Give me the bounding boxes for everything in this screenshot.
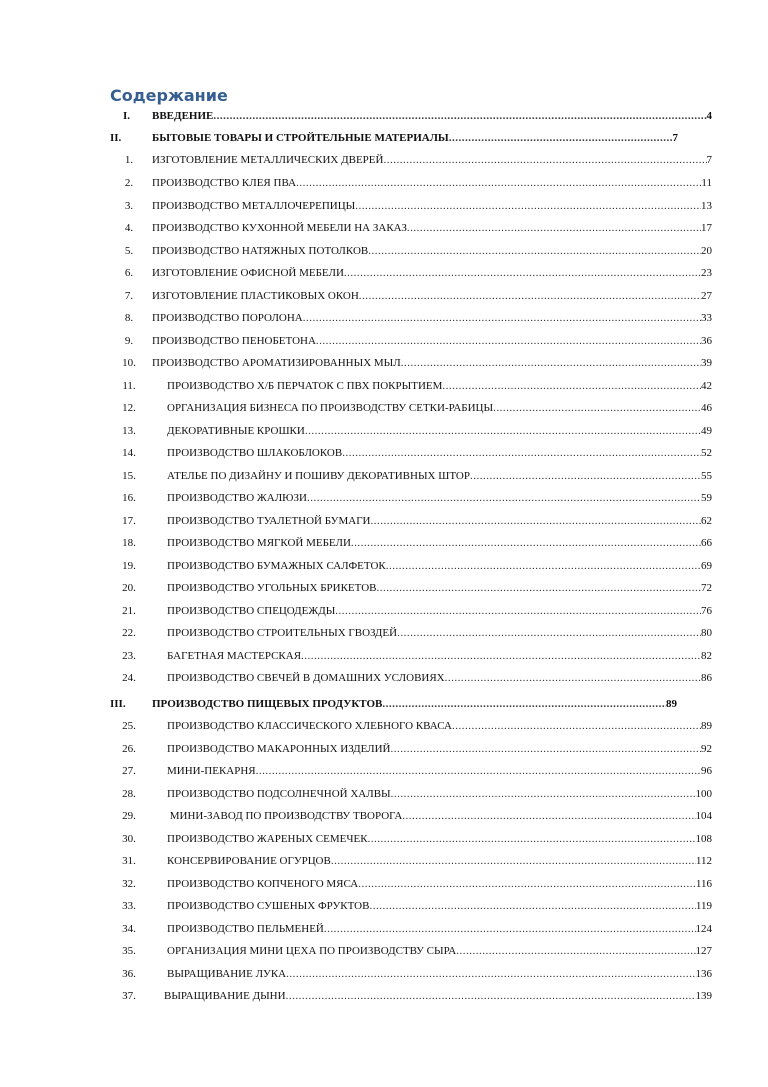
toc-entry-line (167, 876, 712, 892)
toc-dot-leader (256, 763, 701, 779)
toc-entry-number: 23. (122, 650, 136, 662)
toc-dot-leader (301, 648, 701, 664)
toc-entry-line (167, 853, 712, 869)
toc-entry-number: 4. (124, 222, 134, 234)
toc-entry-page-number: 36 (701, 335, 712, 347)
toc-entry-page-number: 92 (701, 743, 712, 755)
toc-entry-page-number: 124 (695, 923, 712, 935)
toc-dot-leader (470, 468, 701, 484)
toc-entry-page-number: 82 (701, 650, 712, 662)
toc-dot-leader (324, 921, 696, 937)
toc-entry-page-number: 55 (701, 470, 712, 482)
toc-entry-line (167, 400, 712, 416)
toc-entry-number: 9. (124, 335, 134, 347)
toc-entry[interactable] (0, 648, 768, 664)
toc-entry-page-number: 52 (701, 447, 712, 459)
toc-entry-line (152, 130, 678, 146)
toc-entry-line (152, 243, 712, 259)
toc-entry-title: КОНСЕРВИРОВАНИЕ ОГУРЦОВ (167, 855, 331, 867)
toc-entry-page-number: 62 (701, 515, 712, 527)
toc-entry[interactable] (0, 175, 768, 191)
toc-entry-number: 21. (122, 605, 136, 617)
toc-entry-number: 29. (122, 810, 136, 822)
toc-entry-page-number: 86 (701, 672, 712, 684)
toc-entry-line (167, 625, 712, 641)
toc-entry[interactable] (0, 400, 768, 416)
toc-entry[interactable] (0, 445, 768, 461)
toc-entry-line (152, 288, 712, 304)
toc-entry-title: ПРОИЗВОДСТВО КОПЧЕНОГО МЯСА (167, 878, 359, 890)
toc-entry-number: I. (123, 110, 131, 122)
toc-entry[interactable] (0, 468, 768, 484)
toc-entry-title: ДЕКОРАТИВНЫЕ КРОШКИ (167, 425, 305, 437)
toc-dot-leader (449, 130, 673, 146)
toc-entry-number: 28. (122, 788, 136, 800)
toc-entry-title: ПРОИЗВОДСТВО ШЛАКОБЛОКОВ (167, 447, 343, 459)
toc-entry[interactable] (0, 108, 768, 124)
toc-entry-number: 34. (122, 923, 136, 935)
toc-dot-leader (359, 288, 701, 304)
toc-dot-leader (316, 333, 701, 349)
toc-dot-leader (452, 718, 701, 734)
toc-entry-line (167, 898, 712, 914)
toc-entry-line (152, 696, 677, 712)
toc-entry-number: 15. (122, 470, 136, 482)
toc-entry-title: ПРОИЗВОДСТВО МЕТАЛЛОЧЕРЕПИЦЫ (152, 200, 356, 212)
toc-entry-title: ПРОИЗВОДСТВО КЛЕЯ ПВА (152, 177, 297, 189)
toc-entry-line (164, 988, 712, 1004)
toc-entry-title: ИЗГОТОВЛЕНИЕ ОФИСНОЙ МЕБЕЛИ (152, 267, 344, 279)
toc-dot-leader (368, 831, 696, 847)
toc-dot-leader (391, 741, 701, 757)
toc-entry-line (152, 220, 712, 236)
toc-dot-leader (386, 558, 701, 574)
toc-entry-line (167, 670, 712, 686)
toc-entry-title: ОРГАНИЗАЦИЯ МИНИ ЦЕХА ПО ПРОИЗВОДСТВУ СЫРА (167, 945, 457, 957)
toc-entry[interactable] (0, 535, 768, 551)
toc-entry-title: ПРОИЗВОДСТВО МАКАРОННЫХ ИЗДЕЛИЙ (167, 743, 391, 755)
toc-dot-leader (286, 988, 696, 1004)
toc-dot-leader (342, 445, 701, 461)
toc-dot-leader (382, 696, 666, 712)
toc-entry[interactable] (0, 808, 768, 824)
toc-dot-leader (351, 535, 701, 551)
toc-entry-line (167, 468, 712, 484)
toc-entry-page-number: 139 (695, 990, 712, 1002)
toc-entry-number: 10. (122, 357, 136, 369)
toc-dot-leader (368, 243, 701, 259)
toc-dot-leader (355, 198, 701, 214)
toc-entry-line (167, 763, 712, 779)
toc-entry-title: МИНИ-ПЕКАРНЯ (167, 765, 256, 777)
toc-entry-number: 3. (124, 200, 134, 212)
toc-entry-number: 8. (124, 312, 134, 324)
toc-entry-page-number: 104 (695, 810, 712, 822)
toc-entry[interactable] (0, 152, 768, 168)
toc-entry-line (167, 718, 712, 734)
toc-entry-number: 36. (122, 968, 136, 980)
toc-entry-line (152, 310, 712, 326)
toc-entry-title: ПРОИЗВОДСТВО ПИЩЕВЫХ ПРОДУКТОВ (152, 698, 383, 710)
toc-entry-page-number: 116 (695, 878, 712, 890)
toc-entry-title: БАГЕТНАЯ МАСТЕРСКАЯ (167, 650, 302, 662)
toc-entry[interactable] (0, 603, 768, 619)
toc-entry-title: ИЗГОТОВЛЕНИЕ ПЛАСТИКОВЫХ ОКОН (152, 290, 359, 302)
toc-entry[interactable] (0, 966, 768, 982)
toc-entry-number: 17. (122, 515, 136, 527)
toc-entry-title: ПРОИЗВОДСТВО НАТЯЖНЫХ ПОТОЛКОВ (152, 245, 369, 257)
toc-entry[interactable] (0, 786, 768, 802)
toc-entry-line (167, 921, 712, 937)
toc-entry[interactable] (0, 490, 768, 506)
toc-entry-number: 35. (122, 945, 136, 957)
toc-entry-page-number: 96 (701, 765, 712, 777)
toc-entry-line (167, 490, 712, 506)
toc-entry-title: ПРОИЗВОДСТВО УГОЛЬНЫХ БРИКЕТОВ (167, 582, 377, 594)
toc-entry-number: 27. (122, 765, 136, 777)
toc-dot-leader (213, 108, 706, 124)
toc-entry-title: ВЫРАЩИВАНИЕ ДЫНИ (164, 990, 286, 1002)
toc-dot-leader (296, 175, 701, 191)
toc-entry[interactable] (0, 265, 768, 281)
toc-entry-page-number: 17 (701, 222, 712, 234)
toc-entry-page-number: 7 (672, 132, 678, 144)
toc-entry-page-number: 100 (695, 788, 712, 800)
toc-dot-leader (344, 265, 701, 281)
toc-dot-leader (371, 513, 702, 529)
toc-entry-title: ВЫРАЩИВАНИЕ ЛУКА (167, 968, 287, 980)
toc-entry-title: ИЗГОТОВЛЕНИЕ МЕТАЛЛИЧЕСКИХ ДВЕРЕЙ (152, 154, 384, 166)
toc-entry-line (167, 445, 712, 461)
toc-entry-page-number: 72 (701, 582, 712, 594)
toc-entry-page-number: 33 (701, 312, 712, 324)
toc-entry-page-number: 76 (701, 605, 712, 617)
toc-entry-number: 37. (122, 990, 136, 1002)
toc-entry[interactable] (0, 670, 768, 686)
toc-entry-title: ПРОИЗВОДСТВО КЛАССИЧЕСКОГО ХЛЕБНОГО КВАСА (167, 720, 452, 732)
toc-entry-title: ПРОИЗВОДСТВО ПОДСОЛНЕЧНОЙ ХАЛВЫ (167, 788, 391, 800)
toc-entry-line (152, 175, 712, 191)
toc-entry-title: ПРОИЗВОДСТВО ТУАЛЕТНОЙ БУМАГИ (167, 515, 371, 527)
toc-entry[interactable] (0, 696, 768, 712)
toc-entry-line (167, 648, 712, 664)
toc-dot-leader (358, 876, 696, 892)
toc-entry-number: 32. (122, 878, 136, 890)
toc-entry-page-number: 127 (695, 945, 712, 957)
toc-entry-title: ПРОИЗВОДСТВО ПОРОЛОНА (152, 312, 303, 324)
toc-entry-page-number: 7 (706, 154, 712, 166)
toc-entry-page-number: 13 (701, 200, 712, 212)
toc-dot-leader (407, 220, 701, 236)
toc-entry-title: ПРОИЗВОДСТВО СУШЕНЫХ ФРУКТОВ (167, 900, 370, 912)
toc-entry-line (167, 966, 712, 982)
toc-entry[interactable] (0, 853, 768, 869)
toc-entry-page-number: 23 (701, 267, 712, 279)
toc-entry-line (152, 198, 712, 214)
toc-entry-line (167, 558, 712, 574)
toc-entry-number: 11. (122, 380, 136, 392)
toc-entry-number: 12. (122, 402, 136, 414)
toc-entry-line (167, 580, 712, 596)
toc-entry[interactable] (0, 355, 768, 371)
toc-entry-line (167, 741, 712, 757)
toc-entry[interactable] (0, 288, 768, 304)
toc-dot-leader (286, 966, 695, 982)
toc-entry-line (152, 333, 712, 349)
toc-entry-title: ПРОИЗВОДСТВО СВЕЧЕЙ В ДОМАШНИХ УСЛОВИЯХ (167, 672, 445, 684)
toc-entry-line (152, 108, 712, 124)
toc-entry-page-number: 39 (701, 357, 712, 369)
toc-entry[interactable] (0, 625, 768, 641)
toc-entry-number: 7. (124, 290, 134, 302)
toc-entry-number: 16. (122, 492, 136, 504)
toc-entry-title: ПРОИЗВОДСТВО ЖАРЕНЫХ СЕМЕЧЕК (167, 833, 368, 845)
toc-entry[interactable] (0, 423, 768, 439)
toc-entry-line (167, 831, 712, 847)
toc-entry-title: ПРОИЗВОДСТВО МЯГКОЙ МЕБЕЛИ (167, 537, 351, 549)
toc-entry-line (152, 152, 712, 168)
toc-entry[interactable] (0, 310, 768, 326)
toc-entry[interactable] (0, 198, 768, 214)
toc-entry-title: БЫТОВЫЕ ТОВАРЫ И СТРОЙТЕЛЬНЫЕ МАТЕРИАЛЫ (152, 132, 449, 144)
toc-entry-title: АТЕЛЬЕ ПО ДИЗАЙНУ И ПОШИВУ ДЕКОРАТИВНЫХ ШТОР (167, 470, 470, 482)
toc-entry-page-number: 108 (695, 833, 712, 845)
toc-entry-number: 14. (122, 447, 136, 459)
toc-entry-number: 26. (122, 743, 136, 755)
toc-entry-title: ОРГАНИЗАЦИЯ БИЗНЕСА ПО ПРОИЗВОДСТВУ СЕТКИ-РАБИЦЫ (167, 402, 494, 414)
toc-entry-number: 5. (124, 245, 134, 257)
toc-entry-line (167, 423, 712, 439)
toc-dot-leader (401, 355, 701, 371)
toc-entry-page-number: 136 (695, 968, 712, 980)
toc-entry-title: ПРОИЗВОДСТВО ЖАЛЮЗИ (167, 492, 307, 504)
toc-dot-leader (331, 853, 696, 869)
toc-entry-line (167, 786, 712, 802)
toc-entry-title: ВВЕДЕНИЕ (152, 110, 214, 122)
toc-entry[interactable] (0, 741, 768, 757)
toc-entry-page-number: 119 (695, 900, 712, 912)
toc-entry[interactable] (0, 378, 768, 394)
toc-entry-number: II. (110, 132, 122, 144)
toc-heading: Содержание (110, 86, 228, 105)
toc-entry[interactable] (0, 763, 768, 779)
toc-entry[interactable] (0, 921, 768, 937)
toc-dot-leader (383, 152, 706, 168)
toc-entry-title: ПРОИЗВОДСТВО СТРОИТЕЛЬНЫХ ГВОЗДЕЙ (167, 627, 398, 639)
toc-entry[interactable] (0, 580, 768, 596)
toc-entry-line (167, 378, 712, 394)
toc-dot-leader (307, 490, 701, 506)
toc-entry-title: ПРОИЗВОДСТВО АРОМАТИЗИРОВАННЫХ МЫЛ (152, 357, 401, 369)
toc-entry-page-number: 46 (701, 402, 712, 414)
toc-entry-line (152, 355, 712, 371)
toc-entry-page-number: 27 (701, 290, 712, 302)
toc-dot-leader (442, 378, 701, 394)
toc-entry-number: 33. (122, 900, 136, 912)
toc-entry-page-number: 69 (701, 560, 712, 572)
toc-entry-title: ПРОИЗВОДСТВО БУМАЖНЫХ САЛФЕТОК (167, 560, 386, 572)
toc-dot-leader (391, 786, 696, 802)
toc-dot-leader (456, 943, 695, 959)
toc-entry-number: 30. (122, 833, 136, 845)
toc-entry[interactable] (0, 943, 768, 959)
toc-dot-leader (493, 400, 701, 416)
toc-entry-number: 19. (122, 560, 136, 572)
toc-entry[interactable] (0, 718, 768, 734)
toc-entry[interactable] (0, 243, 768, 259)
toc-entry-title: ПРОИЗВОДСТВО ПЕНОБЕТОНА (152, 335, 316, 347)
toc-entry-page-number: 20 (701, 245, 712, 257)
toc-dot-leader (397, 625, 701, 641)
toc-dot-leader (376, 580, 701, 596)
toc-dot-leader (402, 808, 695, 824)
toc-entry-title: ПРОИЗВОДСТВО Х/Б ПЕРЧАТОК С ПВХ ПОКРЫТИЕМ (167, 380, 443, 392)
toc-entry[interactable] (0, 220, 768, 236)
toc-entry-line (152, 265, 712, 281)
toc-dot-leader (369, 898, 695, 914)
toc-entry[interactable] (0, 898, 768, 914)
toc-entry-number: 22. (122, 627, 136, 639)
toc-entry-page-number: 89 (701, 720, 712, 732)
toc-entry-line (167, 603, 712, 619)
toc-dot-leader (303, 310, 701, 326)
toc-entry-number: III. (110, 698, 126, 710)
toc-entry-line (167, 808, 712, 824)
toc-entry-page-number: 59 (701, 492, 712, 504)
toc-entry-number: 13. (122, 425, 136, 437)
toc-entry[interactable] (0, 988, 768, 1004)
toc-dot-leader (335, 603, 701, 619)
toc-entry-page-number: 89 (666, 698, 677, 710)
toc-entry-title: ПРОИЗВОДСТВО КУХОННОЙ МЕБЕЛИ НА ЗАКАЗ (152, 222, 407, 234)
toc-entry-title: МИНИ-ЗАВОД ПО ПРОИЗВОДСТВУ ТВОРОГА (167, 810, 403, 822)
toc-entry[interactable] (0, 333, 768, 349)
toc-entry-page-number: 49 (701, 425, 712, 437)
toc-entry-page-number: 42 (701, 380, 712, 392)
toc-entry-number: 31. (122, 855, 136, 867)
toc-entry-line (167, 535, 712, 551)
toc-entry-page-number: 66 (701, 537, 712, 549)
toc-entry[interactable] (0, 876, 768, 892)
toc-entry-number: 1. (124, 154, 134, 166)
toc-entry-number: 25. (122, 720, 136, 732)
toc-dot-leader (445, 670, 701, 686)
toc-entry[interactable] (0, 558, 768, 574)
toc-entry-number: 20. (122, 582, 136, 594)
toc-entry-line (167, 513, 712, 529)
toc-dot-leader (305, 423, 701, 439)
toc-entry-number: 24. (122, 672, 136, 684)
toc-entry-page-number: 4 (706, 110, 712, 122)
toc-entry-line (167, 943, 712, 959)
toc-entry[interactable] (0, 130, 768, 146)
toc-entry[interactable] (0, 513, 768, 529)
toc-entry-title: ПРОИЗВОДСТВО СПЕЦОДЕЖДЫ (167, 605, 336, 617)
toc-entry-page-number: 11 (701, 177, 712, 189)
toc-entry-title: ПРОИЗВОДСТВО ПЕЛЬМЕНЕЙ (167, 923, 324, 935)
toc-entry-page-number: 80 (701, 627, 712, 639)
toc-entry-number: 6. (124, 267, 134, 279)
toc-entry[interactable] (0, 831, 768, 847)
toc-entry-page-number: 112 (695, 855, 712, 867)
toc-entry-number: 18. (122, 537, 136, 549)
toc-entry-number: 2. (124, 177, 134, 189)
